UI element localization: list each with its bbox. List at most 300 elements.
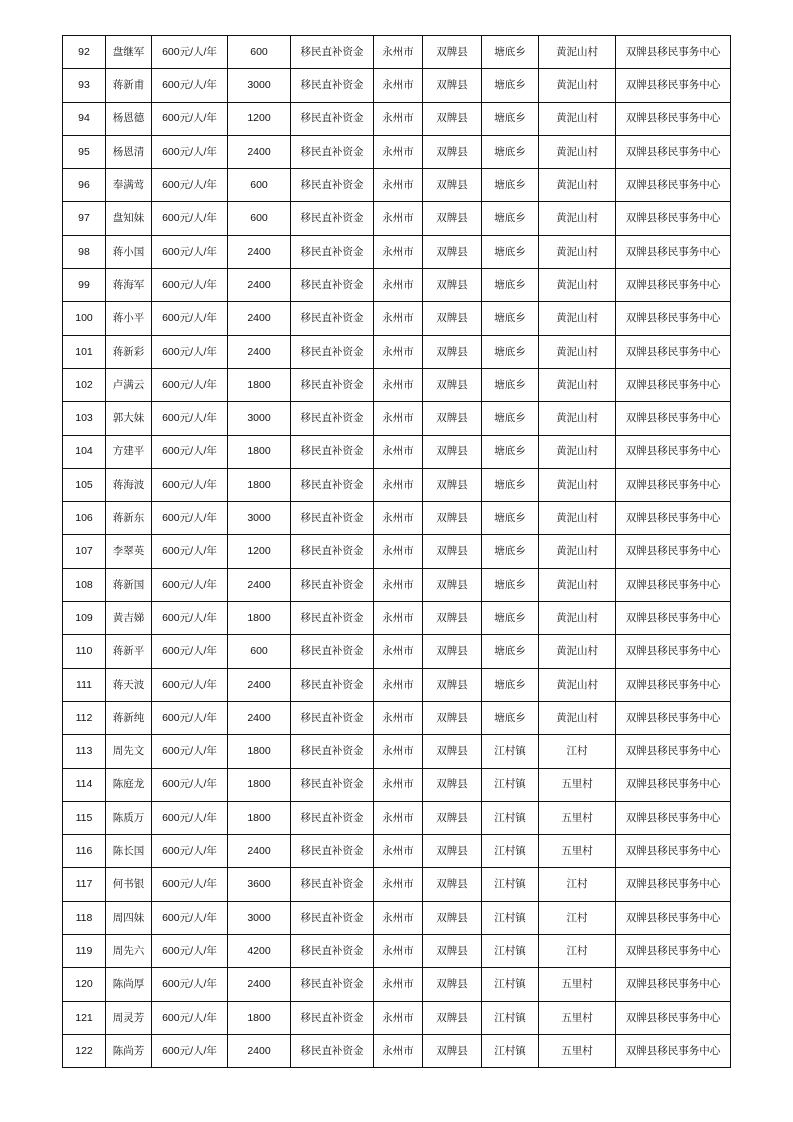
subsidy-amount-cell: 600 [228,202,291,235]
township-cell: 江村镇 [482,901,539,934]
issuing-org-cell: 双牌县移民事务中心 [616,968,731,1001]
fund-type-cell: 移民直补资金 [291,69,374,102]
city-cell: 永州市 [374,602,423,635]
county-cell: 双牌县 [423,202,482,235]
fund-type-cell: 移民直补资金 [291,1001,374,1034]
city-cell: 永州市 [374,269,423,302]
row-number-cell: 107 [63,535,106,568]
subsidy-amount-cell: 2400 [228,668,291,701]
township-cell: 塘底乡 [482,102,539,135]
township-cell: 江村镇 [482,935,539,968]
row-number-cell: 102 [63,368,106,401]
village-cell: 江村 [539,868,616,901]
table-row [63,701,731,734]
issuing-org-cell: 双牌县移民事务中心 [616,568,731,601]
row-number-cell: 114 [63,768,106,801]
subsidy-standard-cell: 600元/人/年 [152,968,228,1001]
row-number-cell: 101 [63,335,106,368]
table-row [63,968,731,1001]
recipient-name-cell: 方建平 [106,435,152,468]
recipient-name-cell: 周灵芳 [106,1001,152,1034]
recipient-name-cell: 李翠英 [106,535,152,568]
subsidy-amount-cell: 600 [228,169,291,202]
county-cell: 双牌县 [423,302,482,335]
township-cell: 塘底乡 [482,568,539,601]
city-cell: 永州市 [374,502,423,535]
issuing-org-cell: 双牌县移民事务中心 [616,735,731,768]
issuing-org-cell: 双牌县移民事务中心 [616,468,731,501]
fund-type-cell: 移民直补资金 [291,269,374,302]
village-cell: 江村 [539,901,616,934]
recipient-name-cell: 陈尚厚 [106,968,152,1001]
fund-type-cell: 移民直补资金 [291,235,374,268]
row-number-cell: 92 [63,36,106,69]
village-cell: 黄泥山村 [539,402,616,435]
city-cell: 永州市 [374,935,423,968]
subsidy-standard-cell: 600元/人/年 [152,635,228,668]
city-cell: 永州市 [374,635,423,668]
table-row [63,135,731,168]
fund-type-cell: 移民直补资金 [291,701,374,734]
county-cell: 双牌县 [423,269,482,302]
subsidy-amount-cell: 1200 [228,102,291,135]
issuing-org-cell: 双牌县移民事务中心 [616,69,731,102]
recipient-name-cell: 蒋新平 [106,635,152,668]
issuing-org-cell: 双牌县移民事务中心 [616,535,731,568]
village-cell: 黄泥山村 [539,635,616,668]
county-cell: 双牌县 [423,768,482,801]
subsidy-amount-cell: 1800 [228,435,291,468]
recipient-name-cell: 陈尚芳 [106,1034,152,1067]
fund-type-cell: 移民直补资金 [291,435,374,468]
row-number-cell: 115 [63,801,106,834]
subsidy-amount-cell: 3000 [228,502,291,535]
township-cell: 塘底乡 [482,668,539,701]
fund-type-cell: 移民直补资金 [291,335,374,368]
subsidy-amount-cell: 1800 [228,768,291,801]
city-cell: 永州市 [374,135,423,168]
subsidy-standard-cell: 600元/人/年 [152,302,228,335]
subsidy-standard-cell: 600元/人/年 [152,102,228,135]
subsidy-amount-cell: 1200 [228,535,291,568]
county-cell: 双牌县 [423,968,482,1001]
county-cell: 双牌县 [423,169,482,202]
township-cell: 江村镇 [482,835,539,868]
township-cell: 塘底乡 [482,402,539,435]
village-cell: 五里村 [539,1001,616,1034]
city-cell: 永州市 [374,302,423,335]
row-number-cell: 109 [63,602,106,635]
county-cell: 双牌县 [423,535,482,568]
fund-type-cell: 移民直补资金 [291,801,374,834]
table-row [63,901,731,934]
fund-type-cell: 移民直补资金 [291,402,374,435]
fund-type-cell: 移民直补资金 [291,169,374,202]
issuing-org-cell: 双牌县移民事务中心 [616,835,731,868]
row-number-cell: 96 [63,169,106,202]
fund-type-cell: 移民直补资金 [291,1034,374,1067]
row-number-cell: 116 [63,835,106,868]
subsidy-amount-cell: 2400 [228,302,291,335]
row-number-cell: 95 [63,135,106,168]
issuing-org-cell: 双牌县移民事务中心 [616,402,731,435]
village-cell: 黄泥山村 [539,235,616,268]
fund-type-cell: 移民直补资金 [291,668,374,701]
subsidy-amount-cell: 1800 [228,368,291,401]
subsidy-standard-cell: 600元/人/年 [152,701,228,734]
table-row [63,1034,731,1067]
fund-type-cell: 移民直补资金 [291,768,374,801]
county-cell: 双牌县 [423,568,482,601]
issuing-org-cell: 双牌县移民事务中心 [616,36,731,69]
recipient-name-cell: 郭大妹 [106,402,152,435]
city-cell: 永州市 [374,169,423,202]
subsidy-standard-cell: 600元/人/年 [152,935,228,968]
township-cell: 塘底乡 [482,602,539,635]
issuing-org-cell: 双牌县移民事务中心 [616,102,731,135]
village-cell: 黄泥山村 [539,668,616,701]
table-row [63,36,731,69]
city-cell: 永州市 [374,668,423,701]
county-cell: 双牌县 [423,935,482,968]
township-cell: 塘底乡 [482,269,539,302]
fund-type-cell: 移民直补资金 [291,468,374,501]
village-cell: 五里村 [539,801,616,834]
issuing-org-cell: 双牌县移民事务中心 [616,901,731,934]
fund-type-cell: 移民直补资金 [291,568,374,601]
township-cell: 塘底乡 [482,235,539,268]
recipient-name-cell: 蒋小平 [106,302,152,335]
subsidy-standard-cell: 600元/人/年 [152,402,228,435]
issuing-org-cell: 双牌县移民事务中心 [616,1001,731,1034]
subsidy-amount-cell: 3000 [228,69,291,102]
subsidy-standard-cell: 600元/人/年 [152,868,228,901]
village-cell: 黄泥山村 [539,368,616,401]
issuing-org-cell: 双牌县移民事务中心 [616,169,731,202]
village-cell: 黄泥山村 [539,169,616,202]
subsidy-standard-cell: 600元/人/年 [152,269,228,302]
table-row [63,335,731,368]
table-row [63,102,731,135]
city-cell: 永州市 [374,901,423,934]
issuing-org-cell: 双牌县移民事务中心 [616,135,731,168]
subsidy-standard-cell: 600元/人/年 [152,768,228,801]
issuing-org-cell: 双牌县移民事务中心 [616,269,731,302]
township-cell: 塘底乡 [482,135,539,168]
city-cell: 永州市 [374,69,423,102]
subsidy-standard-cell: 600元/人/年 [152,535,228,568]
county-cell: 双牌县 [423,1034,482,1067]
city-cell: 永州市 [374,102,423,135]
subsidy-amount-cell: 2400 [228,335,291,368]
township-cell: 塘底乡 [482,502,539,535]
village-cell: 黄泥山村 [539,602,616,635]
subsidy-standard-cell: 600元/人/年 [152,602,228,635]
subsidy-standard-cell: 600元/人/年 [152,368,228,401]
county-cell: 双牌县 [423,801,482,834]
fund-type-cell: 移民直补资金 [291,502,374,535]
fund-type-cell: 移民直补资金 [291,535,374,568]
subsidy-standard-cell: 600元/人/年 [152,435,228,468]
village-cell: 黄泥山村 [539,568,616,601]
recipient-name-cell: 盘知妹 [106,202,152,235]
fund-type-cell: 移民直补资金 [291,302,374,335]
township-cell: 塘底乡 [482,435,539,468]
table-row [63,402,731,435]
row-number-cell: 93 [63,69,106,102]
recipient-name-cell: 奉满莺 [106,169,152,202]
subsidy-amount-cell: 2400 [228,135,291,168]
row-number-cell: 104 [63,435,106,468]
table-row [63,1001,731,1034]
recipient-name-cell: 周先文 [106,735,152,768]
fund-type-cell: 移民直补资金 [291,835,374,868]
recipient-name-cell: 蒋新东 [106,502,152,535]
table-row [63,935,731,968]
row-number-cell: 94 [63,102,106,135]
table-row [63,535,731,568]
issuing-org-cell: 双牌县移民事务中心 [616,502,731,535]
issuing-org-cell: 双牌县移民事务中心 [616,668,731,701]
table-row [63,69,731,102]
village-cell: 黄泥山村 [539,468,616,501]
county-cell: 双牌县 [423,701,482,734]
subsidy-amount-cell: 2400 [228,1034,291,1067]
subsidy-standard-cell: 600元/人/年 [152,69,228,102]
fund-type-cell: 移民直补资金 [291,901,374,934]
city-cell: 永州市 [374,368,423,401]
city-cell: 永州市 [374,768,423,801]
recipient-name-cell: 卢满云 [106,368,152,401]
village-cell: 黄泥山村 [539,102,616,135]
subsidy-amount-cell: 2400 [228,701,291,734]
subsidy-standard-cell: 600元/人/年 [152,901,228,934]
roster-body [63,36,731,1068]
village-cell: 黄泥山村 [539,535,616,568]
recipient-name-cell: 陈质万 [106,801,152,834]
village-cell: 江村 [539,735,616,768]
county-cell: 双牌县 [423,668,482,701]
subsidy-amount-cell: 1800 [228,1001,291,1034]
subsidy-amount-cell: 1800 [228,468,291,501]
row-number-cell: 100 [63,302,106,335]
county-cell: 双牌县 [423,835,482,868]
village-cell: 黄泥山村 [539,202,616,235]
city-cell: 永州市 [374,968,423,1001]
subsidy-standard-cell: 600元/人/年 [152,1034,228,1067]
township-cell: 江村镇 [482,735,539,768]
subsidy-standard-cell: 600元/人/年 [152,135,228,168]
table-row [63,602,731,635]
fund-type-cell: 移民直补资金 [291,135,374,168]
subsidy-standard-cell: 600元/人/年 [152,568,228,601]
village-cell: 黄泥山村 [539,269,616,302]
subsidy-amount-cell: 2400 [228,968,291,1001]
township-cell: 塘底乡 [482,468,539,501]
fund-type-cell: 移民直补资金 [291,368,374,401]
township-cell: 塘底乡 [482,36,539,69]
issuing-org-cell: 双牌县移民事务中心 [616,701,731,734]
county-cell: 双牌县 [423,602,482,635]
village-cell: 五里村 [539,768,616,801]
subsidy-standard-cell: 600元/人/年 [152,801,228,834]
recipient-name-cell: 蒋小国 [106,235,152,268]
township-cell: 塘底乡 [482,169,539,202]
subsidy-amount-cell: 4200 [228,935,291,968]
township-cell: 江村镇 [482,1034,539,1067]
table-row [63,868,731,901]
fund-type-cell: 移民直补资金 [291,102,374,135]
row-number-cell: 119 [63,935,106,968]
county-cell: 双牌县 [423,135,482,168]
table-row [63,768,731,801]
table-row [63,801,731,834]
recipient-name-cell: 杨恩清 [106,135,152,168]
row-number-cell: 99 [63,269,106,302]
county-cell: 双牌县 [423,468,482,501]
subsidy-standard-cell: 600元/人/年 [152,335,228,368]
city-cell: 永州市 [374,868,423,901]
village-cell: 黄泥山村 [539,435,616,468]
subsidy-amount-cell: 600 [228,36,291,69]
subsidy-amount-cell: 600 [228,635,291,668]
subsidy-amount-cell: 2400 [228,835,291,868]
subsidy-standard-cell: 600元/人/年 [152,202,228,235]
issuing-org-cell: 双牌县移民事务中心 [616,435,731,468]
subsidy-standard-cell: 600元/人/年 [152,36,228,69]
subsidy-standard-cell: 600元/人/年 [152,1001,228,1034]
recipient-name-cell: 周四妹 [106,901,152,934]
city-cell: 永州市 [374,468,423,501]
subsidy-standard-cell: 600元/人/年 [152,835,228,868]
township-cell: 江村镇 [482,1001,539,1034]
fund-type-cell: 移民直补资金 [291,36,374,69]
subsidy-amount-cell: 3600 [228,868,291,901]
issuing-org-cell: 双牌县移民事务中心 [616,235,731,268]
row-number-cell: 112 [63,701,106,734]
county-cell: 双牌县 [423,1001,482,1034]
subsidy-roster-table [62,35,731,1068]
row-number-cell: 106 [63,502,106,535]
recipient-name-cell: 蒋海波 [106,468,152,501]
village-cell: 黄泥山村 [539,701,616,734]
issuing-org-cell: 双牌县移民事务中心 [616,368,731,401]
row-number-cell: 122 [63,1034,106,1067]
county-cell: 双牌县 [423,368,482,401]
recipient-name-cell: 蒋新甫 [106,69,152,102]
township-cell: 塘底乡 [482,302,539,335]
table-row [63,668,731,701]
township-cell: 塘底乡 [482,335,539,368]
city-cell: 永州市 [374,568,423,601]
city-cell: 永州市 [374,435,423,468]
subsidy-standard-cell: 600元/人/年 [152,735,228,768]
subsidy-standard-cell: 600元/人/年 [152,169,228,202]
county-cell: 双牌县 [423,402,482,435]
issuing-org-cell: 双牌县移民事务中心 [616,868,731,901]
county-cell: 双牌县 [423,235,482,268]
row-number-cell: 118 [63,901,106,934]
city-cell: 永州市 [374,801,423,834]
city-cell: 永州市 [374,235,423,268]
county-cell: 双牌县 [423,36,482,69]
issuing-org-cell: 双牌县移民事务中心 [616,602,731,635]
county-cell: 双牌县 [423,502,482,535]
township-cell: 江村镇 [482,801,539,834]
row-number-cell: 98 [63,235,106,268]
village-cell: 黄泥山村 [539,502,616,535]
city-cell: 永州市 [374,535,423,568]
fund-type-cell: 移民直补资金 [291,935,374,968]
city-cell: 永州市 [374,1034,423,1067]
subsidy-amount-cell: 1800 [228,602,291,635]
county-cell: 双牌县 [423,69,482,102]
table-row [63,468,731,501]
recipient-name-cell: 陈长国 [106,835,152,868]
table-row [63,835,731,868]
subsidy-amount-cell: 2400 [228,269,291,302]
city-cell: 永州市 [374,335,423,368]
issuing-org-cell: 双牌县移民事务中心 [616,768,731,801]
township-cell: 塘底乡 [482,368,539,401]
recipient-name-cell: 蒋新彩 [106,335,152,368]
table-row [63,635,731,668]
township-cell: 江村镇 [482,868,539,901]
subsidy-amount-cell: 2400 [228,568,291,601]
table-row [63,235,731,268]
village-cell: 五里村 [539,835,616,868]
recipient-name-cell: 杨恩德 [106,102,152,135]
recipient-name-cell: 盘继军 [106,36,152,69]
recipient-name-cell: 黄吉娣 [106,602,152,635]
city-cell: 永州市 [374,1001,423,1034]
row-number-cell: 121 [63,1001,106,1034]
village-cell: 黄泥山村 [539,335,616,368]
subsidy-amount-cell: 3000 [228,901,291,934]
row-number-cell: 117 [63,868,106,901]
table-row [63,368,731,401]
recipient-name-cell: 蒋海军 [106,269,152,302]
table-row [63,435,731,468]
city-cell: 永州市 [374,735,423,768]
fund-type-cell: 移民直补资金 [291,968,374,1001]
recipient-name-cell: 陈庭龙 [106,768,152,801]
table-row [63,269,731,302]
row-number-cell: 108 [63,568,106,601]
township-cell: 江村镇 [482,968,539,1001]
county-cell: 双牌县 [423,435,482,468]
fund-type-cell: 移民直补资金 [291,635,374,668]
county-cell: 双牌县 [423,735,482,768]
township-cell: 塘底乡 [482,701,539,734]
recipient-name-cell: 何书银 [106,868,152,901]
issuing-org-cell: 双牌县移民事务中心 [616,935,731,968]
city-cell: 永州市 [374,202,423,235]
subsidy-standard-cell: 600元/人/年 [152,468,228,501]
city-cell: 永州市 [374,835,423,868]
township-cell: 塘底乡 [482,635,539,668]
row-number-cell: 111 [63,668,106,701]
fund-type-cell: 移民直补资金 [291,868,374,901]
row-number-cell: 97 [63,202,106,235]
county-cell: 双牌县 [423,868,482,901]
village-cell: 五里村 [539,968,616,1001]
issuing-org-cell: 双牌县移民事务中心 [616,202,731,235]
recipient-name-cell: 蒋天波 [106,668,152,701]
township-cell: 塘底乡 [482,69,539,102]
table-row [63,302,731,335]
county-cell: 双牌县 [423,635,482,668]
